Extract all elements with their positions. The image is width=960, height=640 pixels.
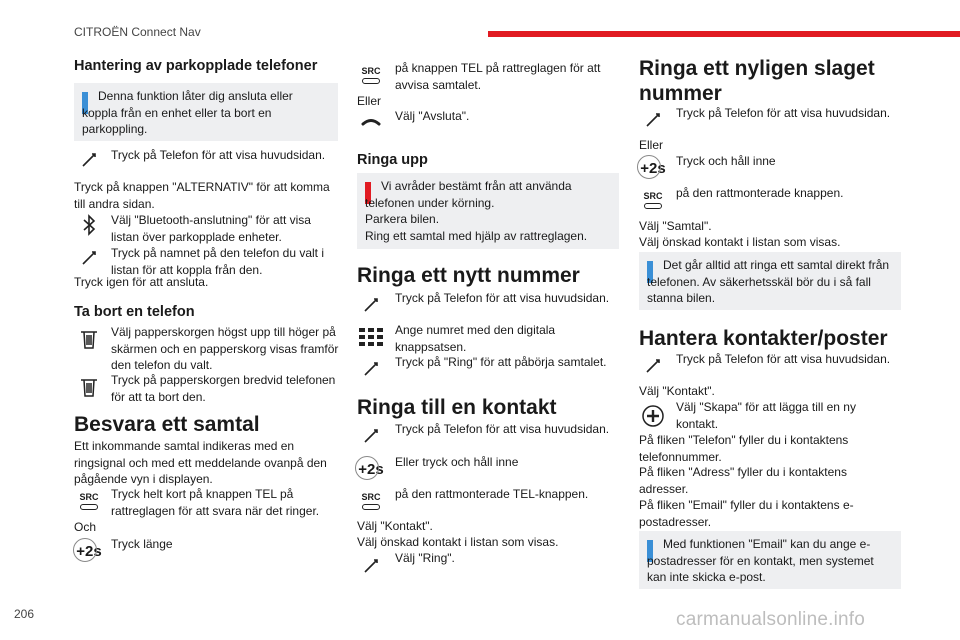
step-text: Tryck helt kort på knappen TEL på rattreglagen för att svara när det ringer. — [111, 487, 320, 518]
heading-nytt-nummer: Ringa ett nytt nummer — [357, 264, 580, 287]
long-press-icon: +2s — [640, 155, 666, 181]
step-text: Tryck igen för att ansluta. — [74, 275, 209, 289]
phone-handset-icon — [358, 553, 384, 579]
step-text: Tryck på Telefon för att visa huvudsidan. — [676, 352, 891, 366]
step-text: Välj papperskorgen högst upp till höger på skärmen och en papperskorg visas framför den telefon du valt. — [111, 325, 339, 372]
step-text: Tryck på Telefon för att visa huvudsidan. — [111, 148, 326, 162]
heading-parkopplade: Hantering av parkopplade telefoner — [74, 58, 318, 74]
step-text: Ange numret med den digitala knappsatsen. — [395, 323, 556, 354]
trash-icon — [76, 326, 102, 352]
paragraph: Eller — [639, 138, 664, 152]
info-text: Med funktionen "Email" kan du ange e-postadresser för en kontakt, men systemet kan inte skicka e-post. — [647, 537, 874, 584]
step-text: Tryck på "Ring" för att påbörja samtalet. — [395, 355, 607, 369]
warning-text: Ring ett samtal med hjälp av rattreglagen. — [365, 228, 588, 243]
step-text: Välj "Skapa" för att lägga till en ny kontakt. — [676, 400, 856, 431]
phone-handset-icon — [358, 356, 384, 382]
long-press-icon: +2s — [358, 456, 384, 482]
step-text: Välj "Bluetooth-anslutning" för att visa listan över parkopplade enheter. — [111, 213, 311, 244]
phone-handset-icon — [358, 292, 384, 318]
phone-handset-icon — [76, 245, 102, 271]
step-text: på knappen TEL på rattreglagen för att avvisa samtalet. — [395, 61, 601, 92]
step-text: på den rattmonterade TEL-knappen. — [395, 487, 589, 501]
heading-ringa-kontakt: Ringa till en kontakt — [357, 396, 557, 419]
hang-up-icon — [358, 110, 384, 136]
warning-text: Parkera bilen. — [365, 212, 440, 226]
phone-handset-icon — [358, 423, 384, 449]
info-text: Denna funktion låter dig ansluta eller koppla från en enhet eller ta bort en parkoppling. — [82, 89, 293, 136]
step-text: Tryck länge — [111, 537, 173, 551]
heading-ta-bort: Ta bort en telefon — [74, 304, 195, 320]
paragraph: På fliken "Adress" fyller du i kontaktens adresser. — [639, 465, 847, 496]
heading-ringa-upp: Ringa upp — [357, 152, 428, 168]
step-text: Tryck på Telefon för att visa huvudsidan. — [395, 291, 610, 305]
heading-besvara: Besvara ett samtal — [74, 413, 260, 436]
src-button-icon: SRC — [640, 187, 666, 213]
step-text: på den rattmonterade knappen. — [676, 186, 844, 200]
warning-box — [357, 173, 619, 249]
heading-nyligen-slaget: Ringa ett nyligen slaget nummer — [639, 57, 875, 105]
phone-handset-icon — [640, 353, 666, 379]
warning-text: Vi avråder bestämt från att använda telefonen under körning. — [365, 179, 572, 210]
src-button-icon: SRC — [358, 62, 384, 88]
paragraph: Och — [74, 520, 97, 534]
step-text: Tryck på Telefon för att visa huvudsidan. — [676, 106, 891, 120]
step-text: Tryck och håll inne — [676, 154, 776, 168]
heading-hantera-kontakter: Hantera kontakter/poster — [639, 327, 888, 350]
add-contact-plus-icon — [640, 403, 666, 429]
step-text: Tryck på namnet på den telefon du valt i listan för att koppla från den. — [111, 246, 325, 277]
paragraph: På fliken "Email" fyller du i kontaktens e-postadresser. — [639, 498, 854, 529]
keypad-icon — [358, 324, 384, 350]
paragraph: Välj önskad kontakt i listan som visas. — [357, 535, 559, 549]
step-text: Tryck på papperskorgen bredvid telefonen för att ta bort den. — [111, 373, 336, 404]
long-press-icon: +2s — [76, 538, 102, 564]
page-number: 206 — [14, 607, 35, 621]
src-button-icon: SRC — [358, 488, 384, 514]
step-text: Tryck på Telefon för att visa huvudsidan. — [395, 422, 610, 436]
info-box — [74, 83, 338, 141]
paragraph: Eller — [357, 94, 382, 108]
info-box — [639, 531, 901, 589]
paragraph: Välj "Samtal". — [639, 219, 712, 233]
step-text: Tryck på knappen "ALTERNATIV" för att komma till andra sidan. — [74, 180, 330, 211]
bluetooth-icon — [76, 212, 102, 238]
watermark: carmanualsonline.info — [676, 609, 866, 630]
info-box — [639, 252, 901, 310]
paragraph: På fliken "Telefon" fyller du i kontaktens telefonnummer. — [639, 433, 849, 464]
step-text: Välj "Avsluta". — [395, 109, 470, 123]
src-button-icon: SRC — [76, 488, 102, 514]
info-text: Det går alltid att ringa ett samtal direkt från telefonen. Av säkerhetsskäl bör du i så fall stanna bilen. — [647, 258, 890, 305]
phone-handset-icon — [640, 107, 666, 133]
phone-handset-icon — [76, 147, 102, 173]
paragraph: Välj "Kontakt". — [357, 519, 433, 533]
step-text: Välj "Ring". — [395, 551, 455, 565]
manual-title: CITROËN Connect Nav — [74, 25, 201, 39]
header-accent-bar — [488, 31, 960, 37]
trash-icon — [76, 374, 102, 400]
paragraph: Välj önskad kontakt i listan som visas. — [639, 235, 841, 249]
paragraph: Ett inkommande samtal indikeras med en ringsignal och med ett meddelande ovanpå den pågående vyn i displayen. — [74, 439, 327, 486]
step-text: Eller tryck och håll inne — [395, 455, 519, 469]
paragraph: Välj "Kontakt". — [639, 384, 715, 398]
